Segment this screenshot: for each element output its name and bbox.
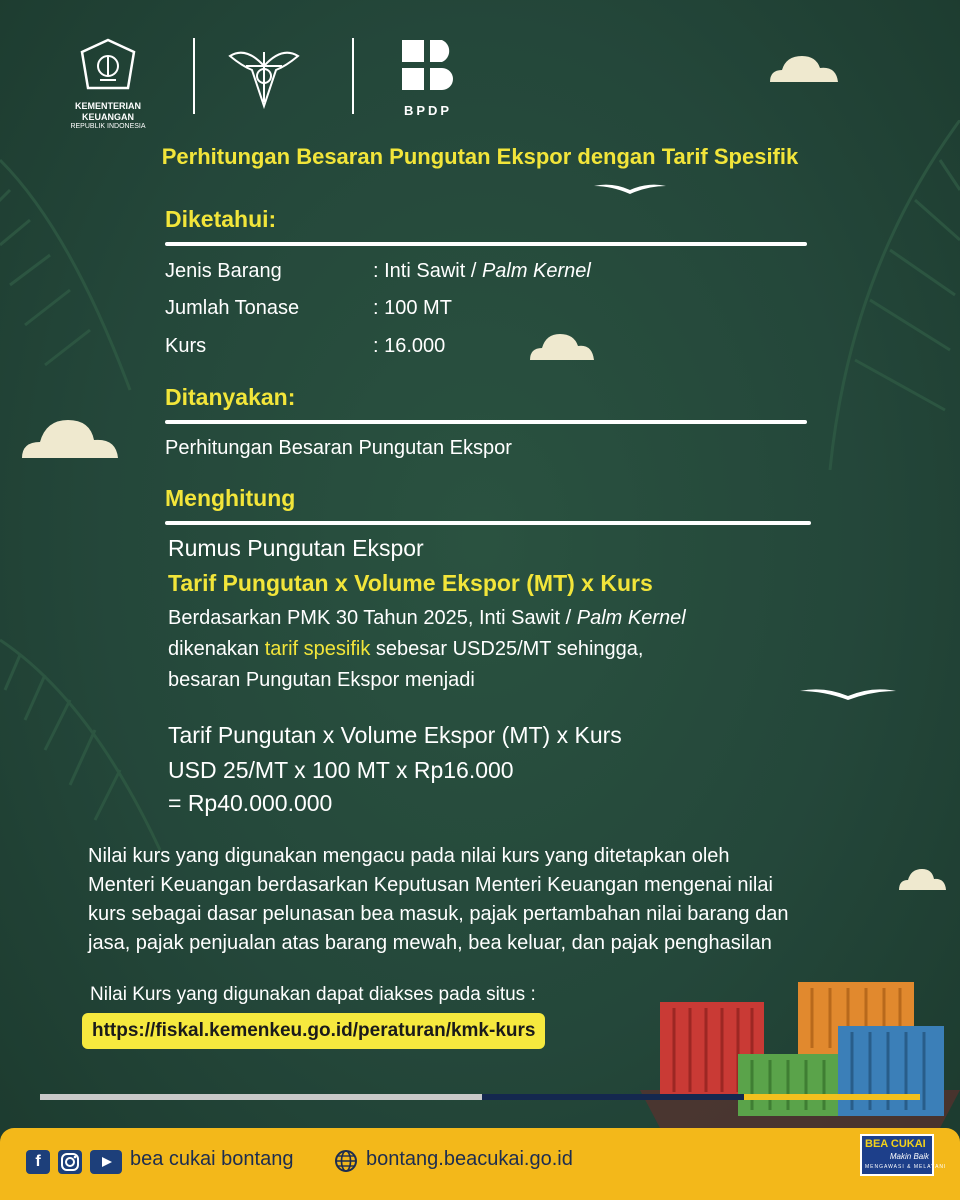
decorative-bar-navy: [482, 1094, 744, 1100]
question-text: Perhitungan Besaran Pungutan Ekspor: [165, 437, 512, 459]
kmk-kurs-link[interactable]: https://fiskal.kemenkeu.go.id/peraturan/kmk-kurs: [82, 1013, 545, 1049]
bea-cukai-makin-baik-logo: BEA CUKAI Makin Baik MENGAWASI & MELAYANI: [860, 1134, 934, 1176]
kemenkeu-emblem-icon: [78, 38, 138, 94]
section-divider: [165, 242, 807, 246]
kemenkeu-logo: [48, 38, 168, 130]
known-label: Kurs: [165, 335, 207, 357]
known-row: [165, 260, 591, 283]
header-divider: [193, 38, 195, 114]
website-link[interactable]: bontang.beacukai.go.id: [366, 1148, 573, 1170]
seagull-icon: [594, 180, 666, 196]
section-divider: [165, 420, 807, 424]
decorative-bar-yellow: [744, 1094, 920, 1100]
known-row: [165, 335, 446, 358]
header-divider: [352, 38, 354, 114]
known-label: Jenis Barang: [165, 260, 282, 282]
known-value: : Inti Sawit / Palm Kernel: [373, 260, 591, 282]
diketahui-heading: Diketahui:: [165, 206, 277, 232]
instagram-icon[interactable]: [58, 1150, 82, 1174]
youtube-icon[interactable]: [90, 1150, 122, 1174]
palm-leaf-left-icon: [0, 620, 170, 860]
calculation-line: Tarif Pungutan x Volume Ekspor (MT) x Kurs: [168, 722, 622, 748]
description-line: Berdasarkan PMK 30 Tahun 2025, Inti Sawit / Palm Kernel: [168, 607, 686, 629]
link-label: Nilai Kurs yang digunakan dapat diakses pada situs :: [90, 984, 536, 1005]
ditanyakan-heading: Ditanyakan:: [165, 384, 296, 410]
calculation-result: = Rp40.000.000: [168, 790, 333, 816]
palm-leaf-right-icon: [790, 120, 960, 480]
seagull-icon: [800, 684, 896, 702]
social-handle: bea cukai bontang: [130, 1148, 294, 1170]
menghitung-heading: Menghitung: [165, 485, 296, 511]
kemenkeu-subtitle: REPUBLIK INDONESIA: [70, 122, 146, 130]
specific-tariff-highlight: tarif spesifik: [264, 638, 371, 660]
formula: Tarif Pungutan x Volume Ekspor (MT) x Kurs: [168, 570, 653, 596]
section-divider: [165, 521, 811, 525]
calculation-line: USD 25/MT x 100 MT x Rp16.000: [168, 757, 514, 783]
description-line: dikenakan tarif spesifik sebesar USD25/MT sehingga,: [168, 638, 644, 660]
cloud-icon: [18, 412, 122, 460]
cloud-icon: [766, 48, 842, 84]
known-label: Jumlah Tonase: [165, 297, 300, 319]
description-line: besaran Pungutan Ekspor menjadi: [168, 669, 475, 691]
page-title: Perhitungan Besaran Pungutan Ekspor dengan Tarif Spesifik: [161, 144, 799, 169]
known-row: [165, 297, 452, 320]
bpdp-label: BPDP: [403, 103, 453, 118]
decorative-bar-gray: [40, 1094, 482, 1100]
palm-leaf-top-left-icon: [0, 150, 140, 410]
bpdp-emblem-icon: [400, 38, 456, 92]
facebook-icon[interactable]: f: [26, 1150, 50, 1174]
kemenkeu-name: KEMENTERIAN KEUANGAN: [74, 101, 141, 122]
globe-icon: [334, 1149, 358, 1173]
bpdp-logo: [398, 38, 458, 118]
known-value: : 100 MT: [373, 297, 452, 319]
known-value: : 16.000: [373, 335, 446, 357]
exchange-rate-note: Nilai kurs yang digunakan mengacu pada nilai kurs yang ditetapkan oleh Menteri Keuangan berdasarkan Keputusan Menteri Keuangan mengenai nilai kurs sebagai dasar pelunasan bea masuk, pajak pertambahan nilai barang dan jasa, pajak penjualan atas barang mewah, bea keluar, dan pajak penghasilan: [88, 845, 789, 954]
shipping-containers-illustration: [640, 980, 960, 1128]
formula-label: Rumus Pungutan Ekspor: [168, 535, 424, 561]
bea-cukai-emblem-icon: [226, 36, 302, 116]
cloud-icon: [526, 328, 598, 362]
